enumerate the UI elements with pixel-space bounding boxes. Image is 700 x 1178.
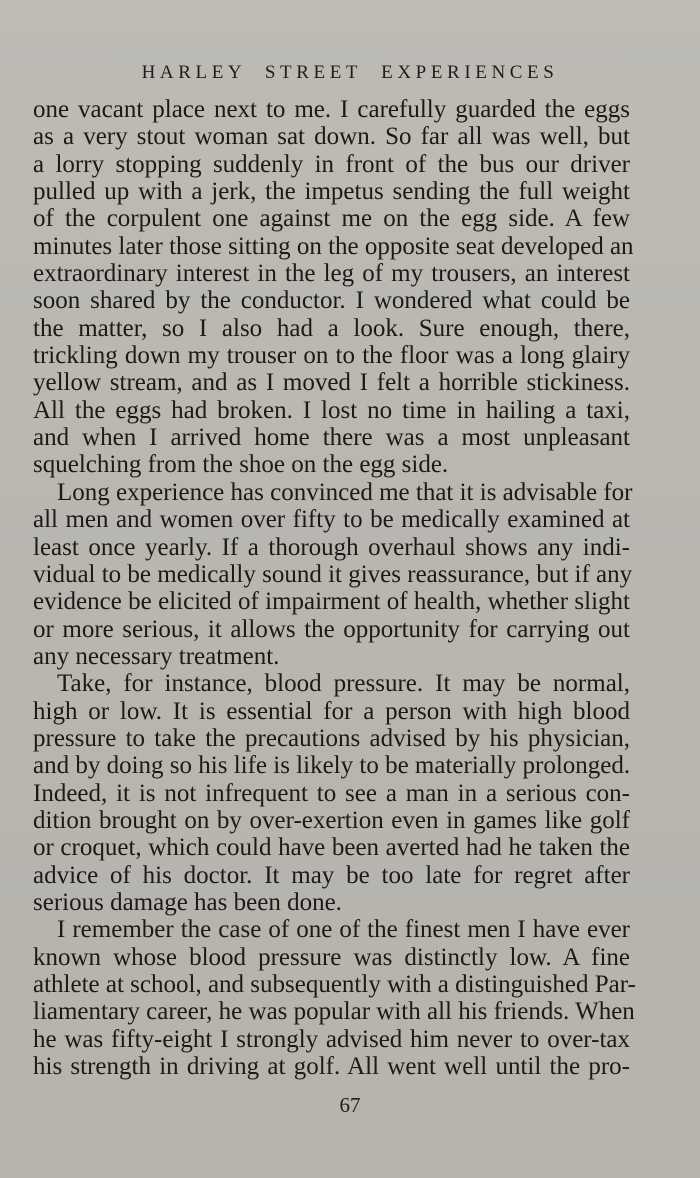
text-line: all men and women over fifty to be medically examined at (33, 506, 630, 534)
text-line: a lorry stopping suddenly in front of the bus our driver (33, 150, 630, 178)
running-head: HARLEY STREET EXPERIENCES (141, 62, 559, 83)
body-text (33, 96, 636, 1081)
text-line: one vacant place next to me. I carefully guarded the eggs (33, 96, 630, 123)
text-line: serious damage has been done. (33, 888, 342, 916)
text-line: known whose blood pressure was distinctly low. A fine (33, 943, 630, 971)
text-line: advice of his doctor. It may be too late for regret after (33, 861, 630, 889)
text-line: athlete at school, and subsequently with a distinguished Par- (33, 971, 636, 998)
text-line: or more serious, it allows the opportunity for carrying out (33, 615, 630, 643)
text-line: soon shared by the conductor. I wondered what could be (33, 287, 630, 315)
text-line: the matter, so I also had a look. Sure enough, there, (33, 314, 630, 342)
text-line: of the corpulent one against me on the egg side. A few (33, 205, 630, 233)
text-line: Take, for instance, blood pressure. It may be normal, (57, 670, 630, 698)
text-line: All the eggs had broken. I lost no time in hailing a taxi, (33, 396, 630, 424)
text-line: yellow stream, and as I moved I felt a horrible stickiness. (33, 369, 630, 397)
text-line: pulled up with a jerk, the impetus sending the full weight (33, 178, 630, 206)
text-line: dition brought on by over-exertion even in games like golf (33, 806, 630, 834)
text-line: or croquet, which could have been averted had he taken the (33, 834, 630, 862)
text-line: he was fifty-eight I strongly advised him never to over-tax (33, 1025, 630, 1053)
text-line: and when I arrived home there was a most unpleasant (33, 424, 630, 452)
text-line: Indeed, it is not infrequent to see a man in a serious con- (33, 779, 630, 807)
text-line: any necessary treatment. (33, 642, 280, 670)
text-line: extraordinary interest in the leg of my trousers, an interest (33, 260, 630, 288)
text-line: evidence be elicited of impairment of health, whether slight (33, 588, 630, 616)
text-line: liamentary career, he was popular with all his friends. When (33, 998, 635, 1026)
text-line: Long experience has convinced me that it is advisable for (57, 478, 633, 506)
text-line: as a very stout woman sat down. So far all was well, but (33, 123, 630, 151)
text-line: pressure to take the precautions advised by his physician, (33, 724, 630, 752)
text-line: least once yearly. If a thorough overhaul shows any indi- (33, 533, 630, 561)
text-line: squelching from the shoe on the egg side. (33, 451, 449, 479)
text-line: vidual to be medically sound it gives reassurance, but if any (33, 560, 633, 588)
text-line: trickling down my trouser on to the floor was a long glairy (33, 342, 630, 370)
text-line: and by doing so his life is likely to be materially prolonged. (33, 752, 631, 780)
page-number: 67 (339, 1093, 361, 1117)
text-line: high or low. It is essential for a person with high blood (33, 697, 630, 725)
text-line: his strength in driving at golf. All went well until the pro- (33, 1053, 630, 1081)
text-line: I remember the case of one of the finest men I have ever (57, 916, 630, 944)
text-line: minutes later those sitting on the opposite seat developed an (33, 232, 634, 260)
